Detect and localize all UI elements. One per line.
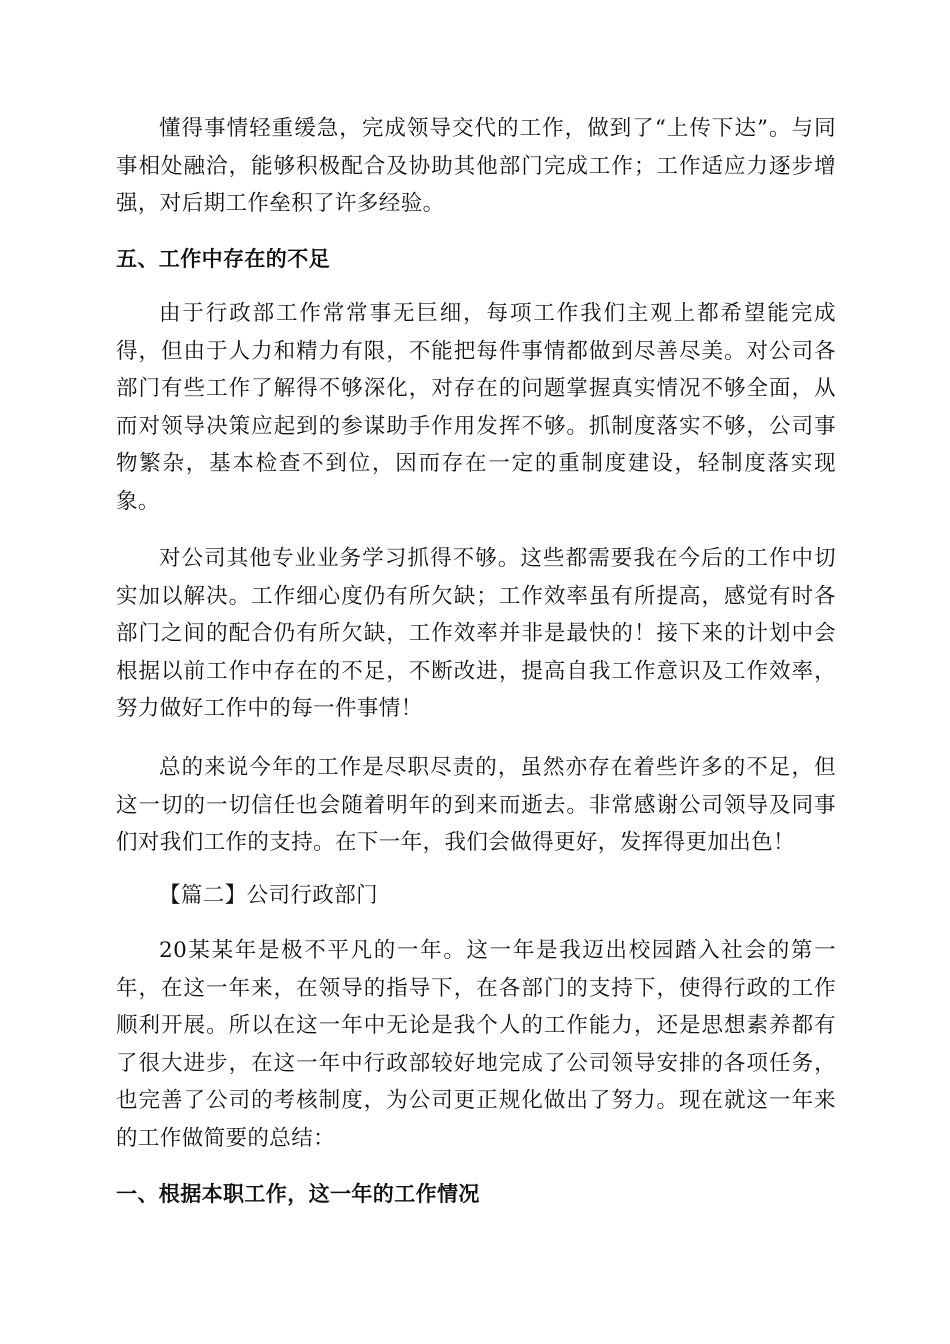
paragraph-block-1: [116, 110, 836, 223]
paragraph-block-5: [116, 932, 836, 1157]
section-title-part-two: 【篇二】公司行政部门: [159, 883, 379, 908]
paragraph-summary: 总的来说今年的工作是尽职尽责的，虽然亦存在着些许多的不足，但这一切的一切信任也会随着明年的到来而逝去。非常感谢公司领导及同事们对我们工作的支持。在下一年，我们会做得更好，发挥得更加出色！: [116, 755, 836, 855]
heading-block-shortcomings: [116, 241, 836, 279]
paragraph-cooperation: 懂得事情轻重缓急，完成领导交代的工作，做到了“上传下达”。与同事相处融洽，能够积极配合及协助其他部门完成工作；工作适应力逐步增强，对后期工作垒积了许多经验。: [116, 116, 836, 216]
paragraph-business-learning: 对公司其他专业业务学习抓得不够。这些都需要我在今后的工作中切实加以解决。工作细心度仍有所欠缺；工作效率虽有所提高，感觉有时各部门之间的配合仍有所欠缺，工作效率并非是最快的！接下来的计划中会根据以前工作中存在的不足，不断改进，提高自我工作意识及工作效率，努力做好工作中的每一件事情！: [116, 546, 836, 721]
paragraph-block-4: [116, 749, 836, 862]
heading-work-status: 一、根据本职工作，这一年的工作情况: [116, 1182, 480, 1206]
paragraph-year-review: 20某某年是极不平凡的一年。这一年是我迈出校园踏入社会的第一年，在这一年来，在领导的指导下，在各部门的支持下，使得行政的工作顺利开展。所以在这一年中无论是我个人的工作能力，还是思想素养都有了很大进步，在这一年中行政部较好地完成了公司领导安排的各项任务，也完善了公司的考核制度，为公司更正规化做出了努力。现在就这一年来的工作做简要的总结：: [116, 938, 836, 1151]
heading-shortcomings: 五、工作中存在的不足: [116, 247, 330, 271]
paragraph-block-3: [116, 540, 836, 728]
section-title-block: [116, 877, 836, 915]
paragraph-block-2: [116, 295, 836, 520]
paragraph-admin-shortcomings: 由于行政部工作常常事无巨细，每项工作我们主观上都希望能完成得，但由于人力和精力有限，不能把每件事情都做到尽善尽美。对公司各部门有些工作了解得不够深化，对存在的问题掌握真实情况不够全面，从而对领导决策应起到的参谋助手作用发挥不够。抓制度落实不够，公司事物繁杂，基本检查不到位，因而存在一定的重制度建设，轻制度落实现象。: [116, 301, 836, 514]
heading-block-work-status: [116, 1176, 836, 1214]
